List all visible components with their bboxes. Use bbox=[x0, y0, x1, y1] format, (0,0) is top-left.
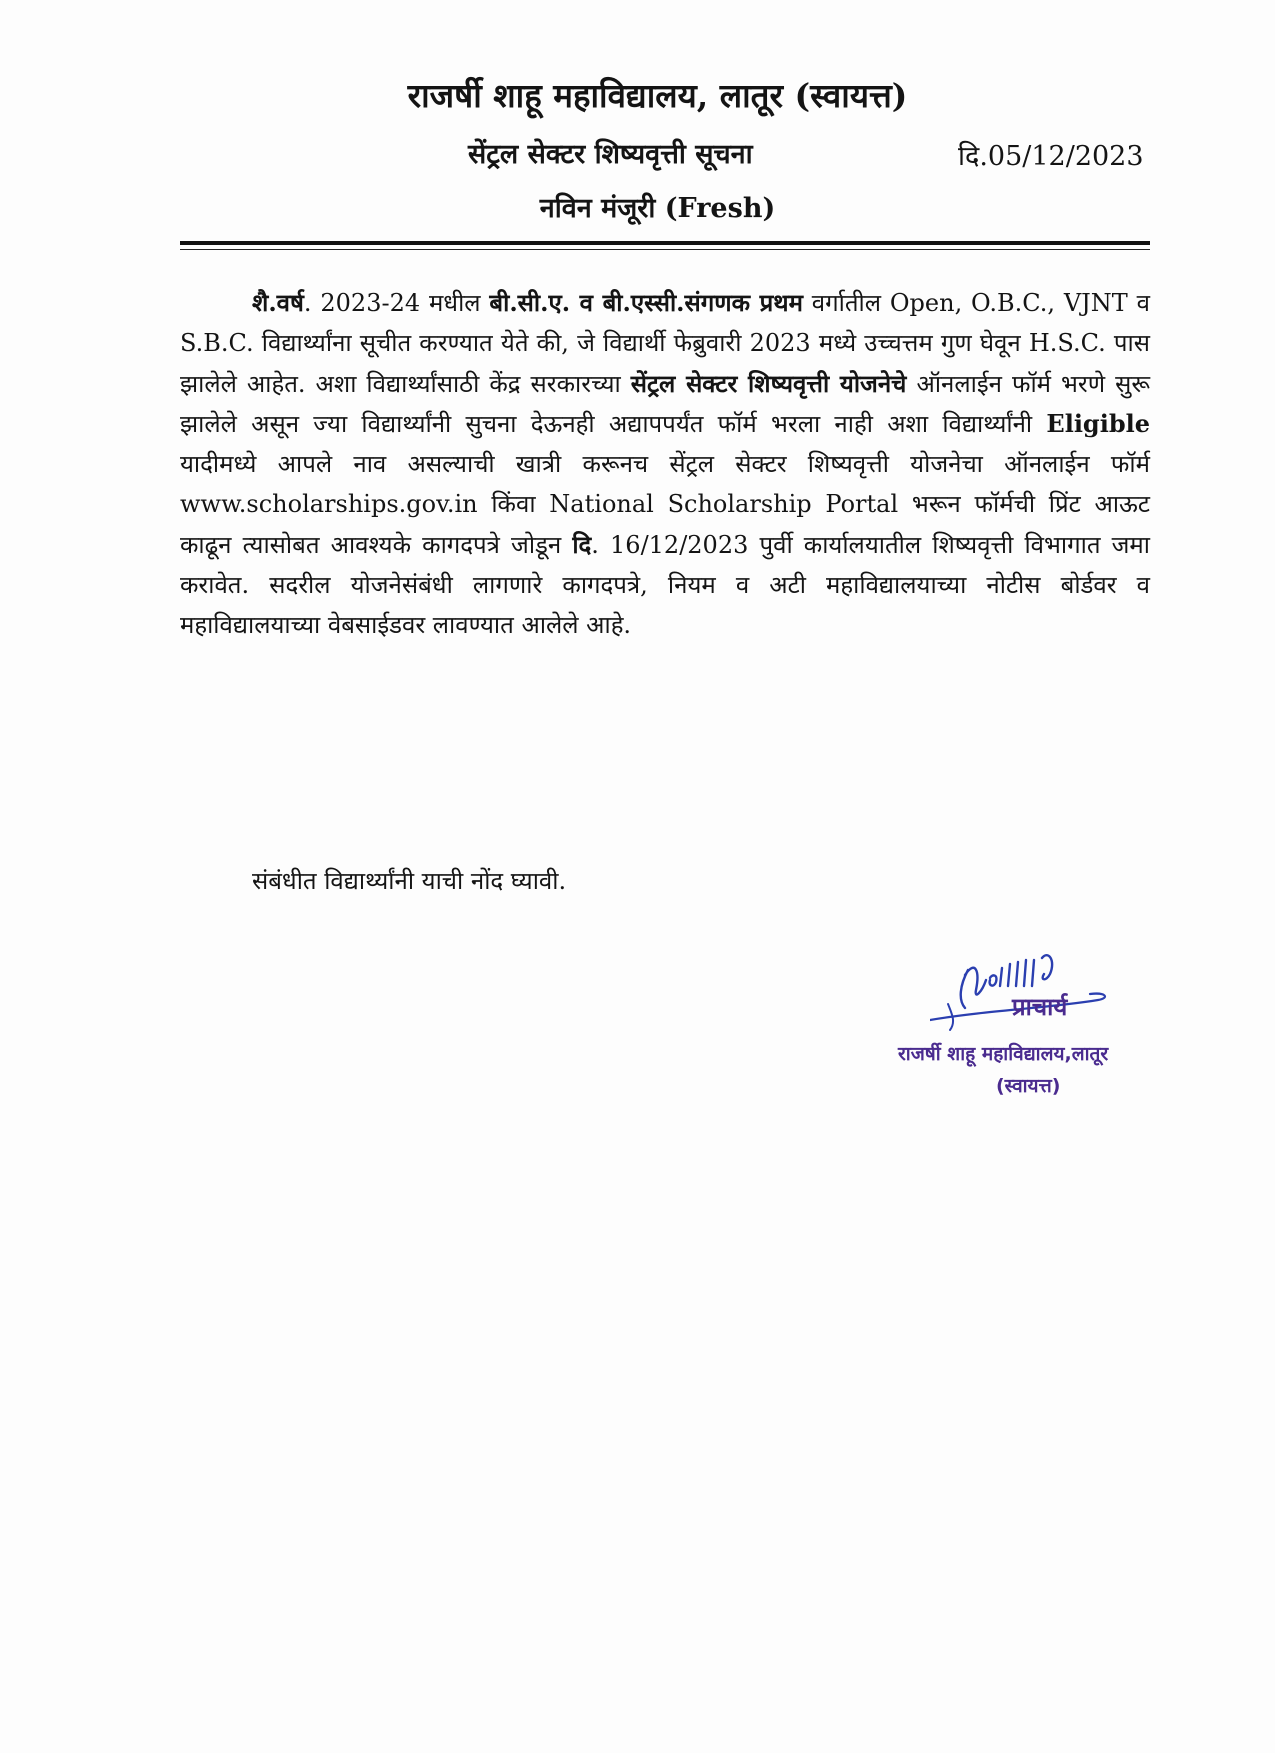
notice-paragraph bbox=[180, 283, 1150, 646]
approval-type: नविन मंजूरी (Fresh) bbox=[539, 193, 776, 224]
body-text-segment: यादीमध्ये आपले नाव असल्याची खात्री करूनच सेंट्रल सेक्टर शिष्यवृत्ती योजनेचा ऑनलाईन फॉर्म www.scholarships.gov.in किंवा National Scholarship Portal भरून फॉर्मची प्रिंट आऊट काढून त्यासोबत आवश्यके कागदपत्रे जोडून bbox=[180, 450, 1150, 559]
course-names: बी.सी.ए. व बी.एस्सी.संगणक प्रथम bbox=[489, 288, 803, 317]
notice-date: दि.05/12/2023 bbox=[958, 141, 1144, 172]
principal-signature bbox=[930, 930, 1130, 1040]
eligible-label: Eligible bbox=[1046, 408, 1150, 438]
body-text-segment: . 16/12/2023 पुर्वी कार्यालयातील शिष्यवृत्ती विभागात जमा करावेत. सदरील योजनेसंबंधी लागणारे कागदपत्रे, नियम व अटी महाविद्यालयाच्या नोटीस बोर्डवर व महाविद्यालयाच्या वेबसाईडवर लावण्यात आलेले आहे. bbox=[180, 530, 1150, 640]
header-divider-thin bbox=[180, 249, 1150, 250]
body-text-segment: . 2023-24 मधील bbox=[303, 289, 490, 317]
notice-body bbox=[180, 283, 1150, 646]
closing-line: संबंधीत विद्यार्थ्यांनी याची नोंद घ्यावी. bbox=[252, 867, 567, 895]
seal-autonomous: (स्वायत्त) bbox=[996, 1075, 1061, 1097]
scheme-name: सेंट्रल सेक्टर शिष्यवृत्ती योजनेचे bbox=[630, 368, 907, 398]
body-text-segment: ऑनलाईन फॉर्म भरणे सुरू झालेले असून ज्या विद्यार्थ्यांनी सुचना देऊनही अद्यापपर्यंत फॉर्म भरला नाही अशा विद्यार्थ्यांनी bbox=[180, 369, 1150, 438]
college-title: राजर्षी शाहू महाविद्यालय, लातूर (स्वायत्त) bbox=[407, 76, 908, 115]
academic-year-label: शै.वर्ष bbox=[252, 288, 304, 317]
seal-role: प्राचार्य bbox=[1012, 993, 1068, 1021]
body-text-segment: वर्गातील Open, O.B.C., VJNT व S.B.C. विद्यार्थ्यांना सूचीत करण्यात येते की, जे विद्यार्थी फेब्रुवारी 2023 मध्ये उच्चत्तम गुण घेवून H.S.C. पास झालेले आहेत. अशा विद्यार्थ्यांसाठी केंद्र सरकारच्या bbox=[180, 289, 1150, 398]
deadline-label: दि bbox=[572, 529, 592, 559]
seal-college-name: राजर्षी शाहू महाविद्यालय,लातूर bbox=[898, 1043, 1109, 1065]
header-divider-thick bbox=[180, 241, 1150, 245]
notice-subtitle: सेंट्रल सेक्टर शिष्यवृत्ती सूचना bbox=[468, 139, 753, 170]
